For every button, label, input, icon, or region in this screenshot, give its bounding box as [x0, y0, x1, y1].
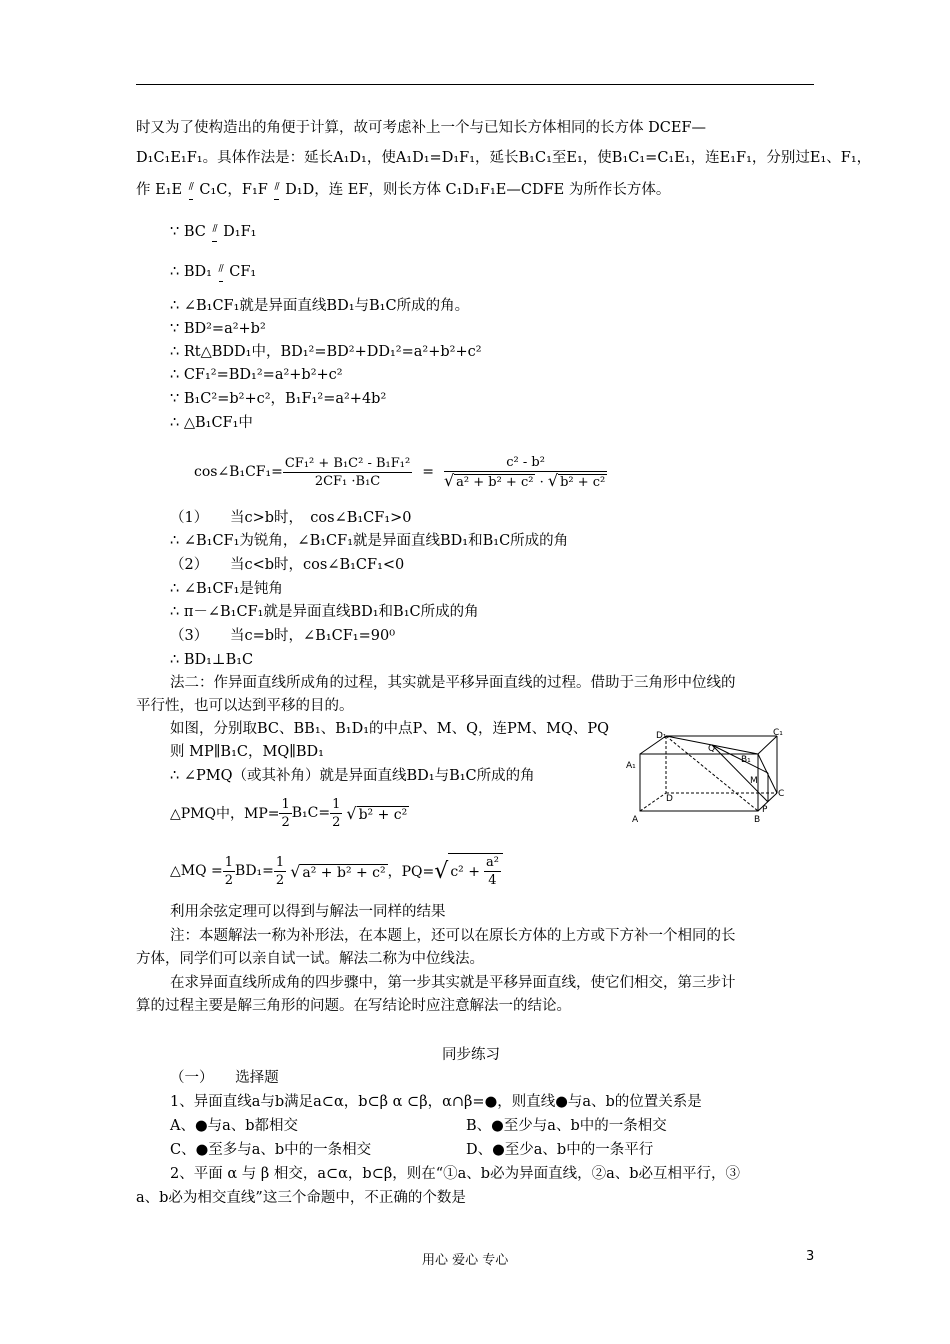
construction-pre: 作 E₁E	[136, 182, 183, 198]
vertex-label-p: P	[762, 805, 768, 815]
vertex-label-c1: C₁	[773, 728, 783, 738]
cuboid-figure	[622, 726, 792, 826]
vertex-label-m: M	[750, 776, 758, 786]
hence-bd1-line: ∴ BD₁ // CF₁	[170, 262, 256, 284]
option-c: C、●至多与a、b中的一条相交	[170, 1142, 372, 1158]
text-line: ∴ ∠B₁CF₁是钝角	[170, 581, 283, 597]
parallel-equal-symbol: //	[212, 222, 216, 244]
text-line: 如图，分别取BC、BB₁、B₁D₁的中点P、M、Q，连PM、MQ、PQ	[170, 721, 610, 737]
section-heading: 同步练习	[442, 1047, 500, 1063]
text-line: 算的过程主要是解三角形的问题。在写结论时应注意解法一的结论。	[136, 998, 571, 1014]
text-line: 则 MP∥B₁C，MQ∥BD₁	[170, 744, 324, 760]
question-2: 2、平面 α 与 β 相交，a⊂α，b⊂β，则在“①a、b必为异面直线，②a、b必互相平行，③	[170, 1166, 741, 1182]
text-line: ∴ CF₁²=BD₁²=a²+b²+c²	[170, 367, 343, 383]
mq-pq-formula: △MQ = $\frac{1}{2}$ BD₁= $\frac{1}{2}$ √ a² + b² + c² ，PQ= √ c² + $\frac{\text{a²}}{4}$	[170, 850, 503, 892]
vertex-label-q: Q	[708, 744, 716, 754]
construction-mid2: D₁D，连 EF，则长方体 C₁D₁F₁E—CDFE 为所作长方体。	[285, 182, 671, 198]
text-line: 注：本题解法一称为补形法，在本题上，还可以在原长方体的上方或下方补一个相同的长	[170, 928, 736, 944]
vertex-label-b1: B₁	[741, 755, 751, 765]
text-line: ∴ ∠B₁CF₁就是异面直线BD₁与B₁C所成的角。	[170, 298, 470, 314]
fraction: $\frac{\text{a²}}{4}$	[485, 855, 499, 888]
option-b: B、●至少与a、b中的一条相交	[466, 1118, 667, 1134]
fraction: $\frac{\text{CF₁² + B₁C² - B₁F₁²}}{\text{2CF₁ ·B₁C}}$	[284, 455, 411, 489]
fraction: $\frac{\text{c² - b²}}{\text{√ a² + b² + c² · √ b² + c²}}$	[443, 454, 606, 490]
vertex-label-d: D	[666, 794, 673, 804]
text-line: D₁C₁E₁F₁。具体作法是：延长A₁D₁，使A₁D₁=D₁F₁，延长B₁C₁至E₁，使B₁C₁=C₁E₁，连E₁F₁，分别过E₁、F₁，	[136, 150, 872, 166]
vertex-label-a: A	[632, 815, 639, 825]
text-line: ∴ ∠B₁CF₁为锐角，∠B₁CF₁就是异面直线BD₁和B₁C所成的角	[170, 533, 569, 549]
text-line: a、b必为相交直线”这三个命题中，不正确的个数是	[136, 1190, 466, 1206]
construction-mid1: C₁C，F₁F	[199, 182, 268, 198]
page-number: 3	[806, 1249, 815, 1264]
since-bc-line: ∵ BC // D₁F₁	[170, 222, 256, 244]
text-line: （2） 当c<b时，cos∠B₁CF₁<0	[170, 557, 405, 573]
parallel-equal-symbol: //	[274, 180, 278, 202]
text-line: （一） 选择题	[170, 1070, 279, 1086]
text-line: 平行性，也可以达到平移的目的。	[136, 698, 354, 714]
text-line: 时又为了使构造出的角便于计算，故可考虑补上一个与已知长方体相同的长方体 DCEF—	[136, 120, 706, 136]
text-line-construction	[136, 180, 670, 202]
text-line: ∵ BD²=a²+b²	[170, 321, 266, 337]
text-line: ∴ ∠PMQ（或其补角）就是异面直线BD₁与B₁C所成的角	[170, 768, 535, 784]
fraction: $\frac{1}{2}$	[275, 854, 285, 888]
vertex-label-b: B	[754, 815, 761, 825]
text-line: ∴ △B₁CF₁中	[170, 415, 253, 431]
fraction: $\frac{1}{2}$	[224, 854, 234, 888]
vertex-label-d1: D₁	[656, 731, 667, 741]
text-line: 方体，同学们可以亲自试一试。解法二称为中位线法。	[136, 951, 484, 967]
cosine-formula: cos∠B₁CF₁= $\frac{\text{CF₁² + B₁C² - B₁F₁²}}{\text{2CF₁ ·B₁C}}$ = $\frac{\text{c² - b²}}{\text{√ a² + b² + c² · √ b² + c²}}$	[194, 454, 606, 490]
text-line: ∴ BD₁⊥B₁C	[170, 652, 254, 668]
text-line: ∵ B₁C²=b²+c²，B₁F₁²=a²+4b²	[170, 391, 387, 407]
vertex-label-a1: A₁	[626, 761, 636, 771]
option-a: A、●与a、b都相交	[170, 1118, 299, 1134]
text-line: 在求异面直线所成角的四步骤中，第一步其实就是平移异面直线，使它们相交，第三步计	[170, 975, 736, 991]
vertex-label-c: C	[778, 789, 785, 799]
option-d: D、●至少a、b中的一条平行	[466, 1142, 654, 1158]
text-line: 法二：作异面直线所成角的过程，其实就是平移异面直线的过程。借助于三角形中位线的	[170, 675, 736, 691]
fraction: $\frac{1}{2}$	[332, 796, 341, 830]
text-line: ∴ Rt△BDD₁中，BD₁²=BD²+DD₁²=a²+b²+c²	[170, 344, 482, 360]
header-rule	[136, 84, 814, 85]
text-line: 利用余弦定理可以得到与解法一同样的结果	[170, 904, 446, 920]
text-line: （1） 当c>b时， cos∠B₁CF₁>0	[170, 510, 412, 526]
parallel-equal-symbol: //	[219, 262, 223, 284]
question-1: 1、异面直线a与b满足a⊂α，b⊂β α ⊂β，α∩β=●，则直线●与a、b的位置关系是	[170, 1094, 702, 1110]
fraction: $\frac{1}{2}$	[281, 796, 290, 830]
text-line: ∴ π－∠B₁CF₁就是异面直线BD₁和B₁C所成的角	[170, 604, 479, 620]
footer-slogan: 用心 爱心 专心	[422, 1253, 509, 1268]
text-line: （3） 当c=b时，∠B₁CF₁=90⁰	[170, 628, 396, 644]
parallel-equal-symbol: //	[189, 180, 193, 202]
mp-formula: △PMQ中，MP= $\frac{1}{2}$ B₁C= $\frac{1}{2}$ √ b² + c²	[170, 796, 408, 830]
